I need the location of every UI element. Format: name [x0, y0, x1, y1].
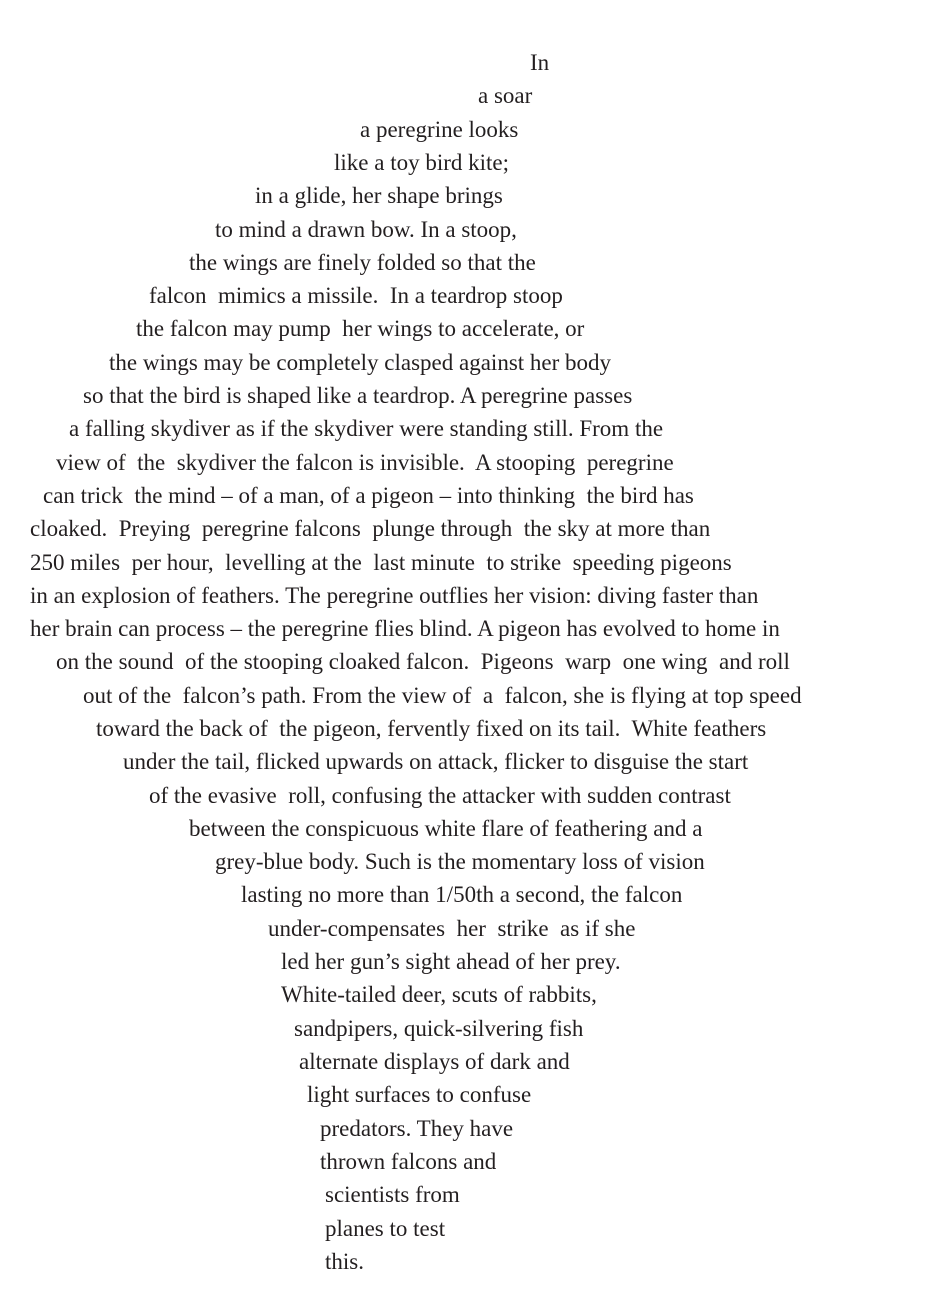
poem-line: light surfaces to confuse: [307, 1082, 532, 1107]
poem-line: grey-blue body. Such is the momentary loss of vision: [215, 849, 705, 874]
poem-line: so that the bird is shaped like a teardrop. A peregrine passes: [83, 383, 633, 408]
poem-line: of the evasive roll, confusing the attacker with sudden contrast: [149, 783, 731, 808]
poem-line: falcon mimics a missile. In a teardrop stoop: [149, 283, 563, 308]
poem-line: led her gun’s sight ahead of her prey.: [281, 949, 621, 974]
poem-line: 250 miles per hour, levelling at the last minute to strike speeding pigeons: [30, 550, 732, 575]
poem-line: her brain can process – the peregrine flies blind. A pigeon has evolved to home in: [30, 616, 780, 641]
poem-line: under the tail, flicked upwards on attack, flicker to disguise the start: [123, 749, 749, 774]
poem-line: thrown falcons and: [320, 1149, 497, 1174]
poem-line: in an explosion of feathers. The peregrine outflies her vision: diving faster than: [30, 583, 759, 608]
poem-line: between the conspicuous white flare of feathering and a: [189, 816, 703, 841]
poem-line: in a glide, her shape brings: [255, 183, 503, 208]
poem-line: White-tailed deer, scuts of rabbits,: [281, 982, 597, 1007]
poem-line: lasting no more than 1/50th a second, the falcon: [241, 882, 683, 907]
poem-line: on the sound of the stooping cloaked falcon. Pigeons warp one wing and roll: [56, 649, 790, 674]
poem-line: predators. They have: [320, 1116, 514, 1141]
poem-line: under-compensates her strike as if she: [268, 916, 636, 941]
poem-line: planes to test: [325, 1216, 446, 1241]
poem-line: toward the back of the pigeon, fervently fixed on its tail. White feathers: [96, 716, 767, 741]
poem-line: a peregrine looks: [360, 117, 519, 142]
poem-line: like a toy bird kite;: [334, 150, 510, 175]
poem-line: this.: [325, 1249, 364, 1274]
poem-line: the wings are finely folded so that the: [189, 250, 536, 275]
poem-line: the falcon may pump her wings to accelerate, or: [136, 316, 585, 341]
poem-line: sandpipers, quick-silvering fish: [294, 1016, 584, 1041]
poem-line: alternate displays of dark and: [299, 1049, 570, 1074]
poem-line: In: [530, 50, 550, 75]
poem-line: a soar: [478, 83, 533, 108]
poem-line: out of the falcon’s path. From the view of a falcon, she is flying at top speed: [83, 683, 802, 708]
poem-line: a falling skydiver as if the skydiver were standing still. From the: [69, 416, 664, 441]
poem-line: view of the skydiver the falcon is invisible. A stooping peregrine: [56, 450, 674, 475]
poem-line: to mind a drawn bow. In a stoop,: [215, 217, 517, 242]
poem-line: can trick the mind – of a man, of a pigeon – into thinking the bird has: [43, 483, 694, 508]
poem-line: the wings may be completely clasped against her body: [109, 350, 612, 375]
poem-line: cloaked. Preying peregrine falcons plunge through the sky at more than: [30, 516, 711, 541]
poem-line: scientists from: [325, 1182, 460, 1207]
